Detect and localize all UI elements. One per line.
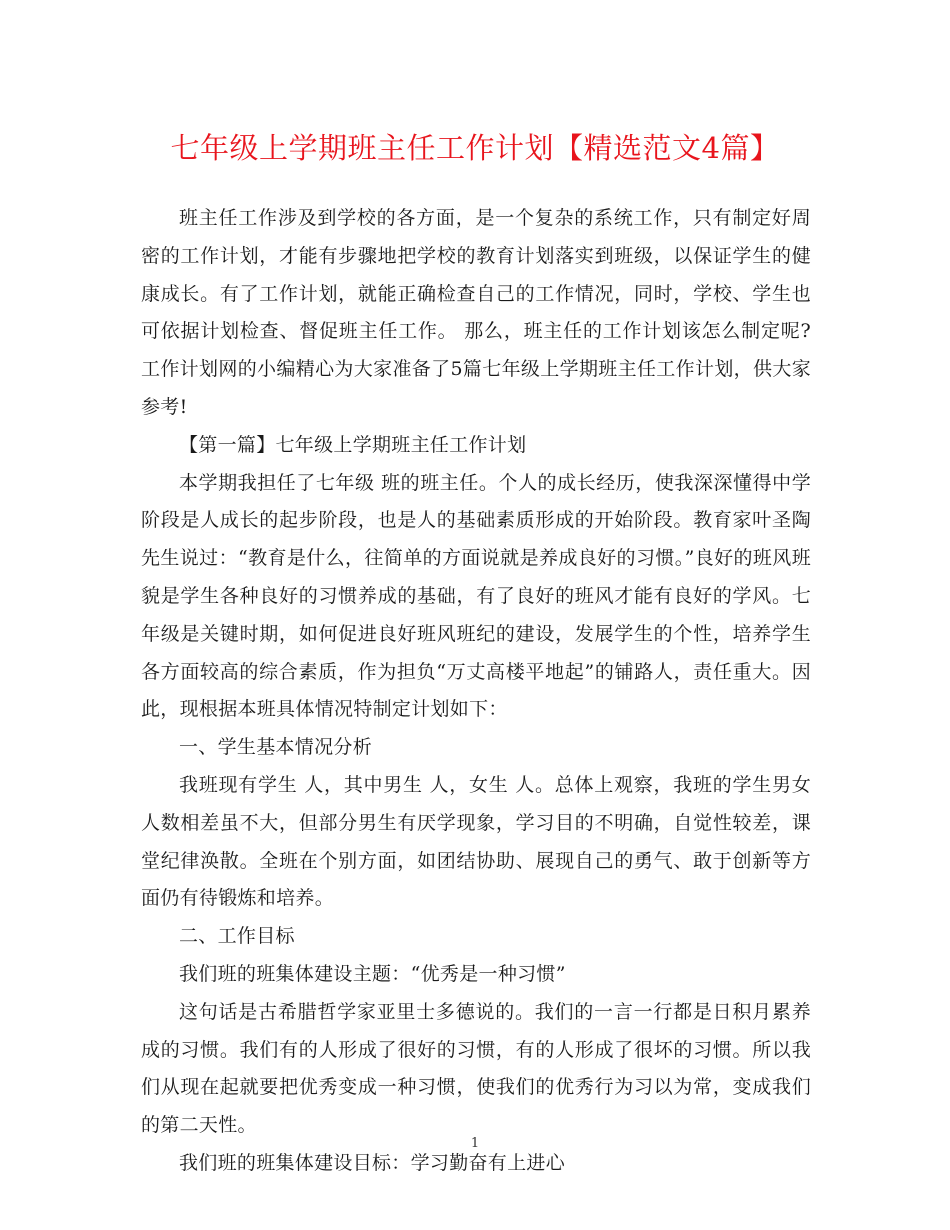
- section-heading-work-goals: 二、工作目标: [179, 925, 295, 948]
- body-paragraph: 我班现有学生 人，其中男生 人，女生 人。总体上观察，我班的学生男女人数相差虽不大，但部分男生有厌学现象，学习目的不明确，自觉性较差，课堂纪律涣散。全班在个别方面，如团结协助、展现自己的勇气、敢于创新等方面仍有待锻炼和培养。: [141, 773, 811, 910]
- intro-paragraph: 班主任工作涉及到学校的各方面，是一个复杂的系统工作，只有制定好周密的工作计划，才能有步骤地把学校的教育计划落实到班级，以保证学生的健康成长。有了工作计划，就能正确检查自己的工作情况，同时，学校、学生也可依据计划检查、督促班主任工作。 那么，班主任的工作计划该怎么制定呢?工作计划网的小编精心为大家准备了5篇七年级上学期班主任工作计划，供大家参考!: [141, 207, 811, 418]
- section-heading-student-analysis: 一、学生基本情况分析: [179, 736, 373, 759]
- body-paragraph: 我们班的班集体建设目标：学习勤奋有上进心: [179, 1151, 566, 1174]
- document-title: 七年级上学期班主任工作计划【精选范文4篇】: [170, 131, 780, 165]
- body-paragraph: 这句话是古希腊哲学家亚里士多德说的。我们的一言一行都是日积月累养成的习惯。我们有的人形成了很好的习惯，有的人形成了很坏的习惯。所以我们从现在起就要把优秀变成一种习惯，使我们的优秀行为习以为常，变成我们的第二天性。: [141, 1000, 811, 1137]
- section-heading-first-article: 【第一篇】七年级上学期班主任工作计划: [179, 433, 527, 456]
- document-body: [141, 200, 811, 1183]
- body-paragraph: 我们班的班集体建设主题：“优秀是一种习惯”: [179, 962, 566, 985]
- body-paragraph: 本学期我担任了七年级 班的班主任。个人的成长经历，使我深深懂得中学阶段是人成长的起步阶段，也是人的基础素质形成的开始阶段。教育家叶圣陶先生说过：“教育是什么，往简单的方面说就是养成良好的习惯。”良好的班风班貌是学生各种良好的习惯养成的基础，有了良好的班风才能有良好的学风。七年级是关键时期，如何促进良好班风班纪的建设，发展学生的个性，培养学生各方面较高的综合素质，作为担负“万丈高楼平地起”的铺路人，责任重大。因此，现根据本班具体情况特制定计划如下：: [141, 471, 811, 721]
- page-number: 1: [470, 1136, 480, 1151]
